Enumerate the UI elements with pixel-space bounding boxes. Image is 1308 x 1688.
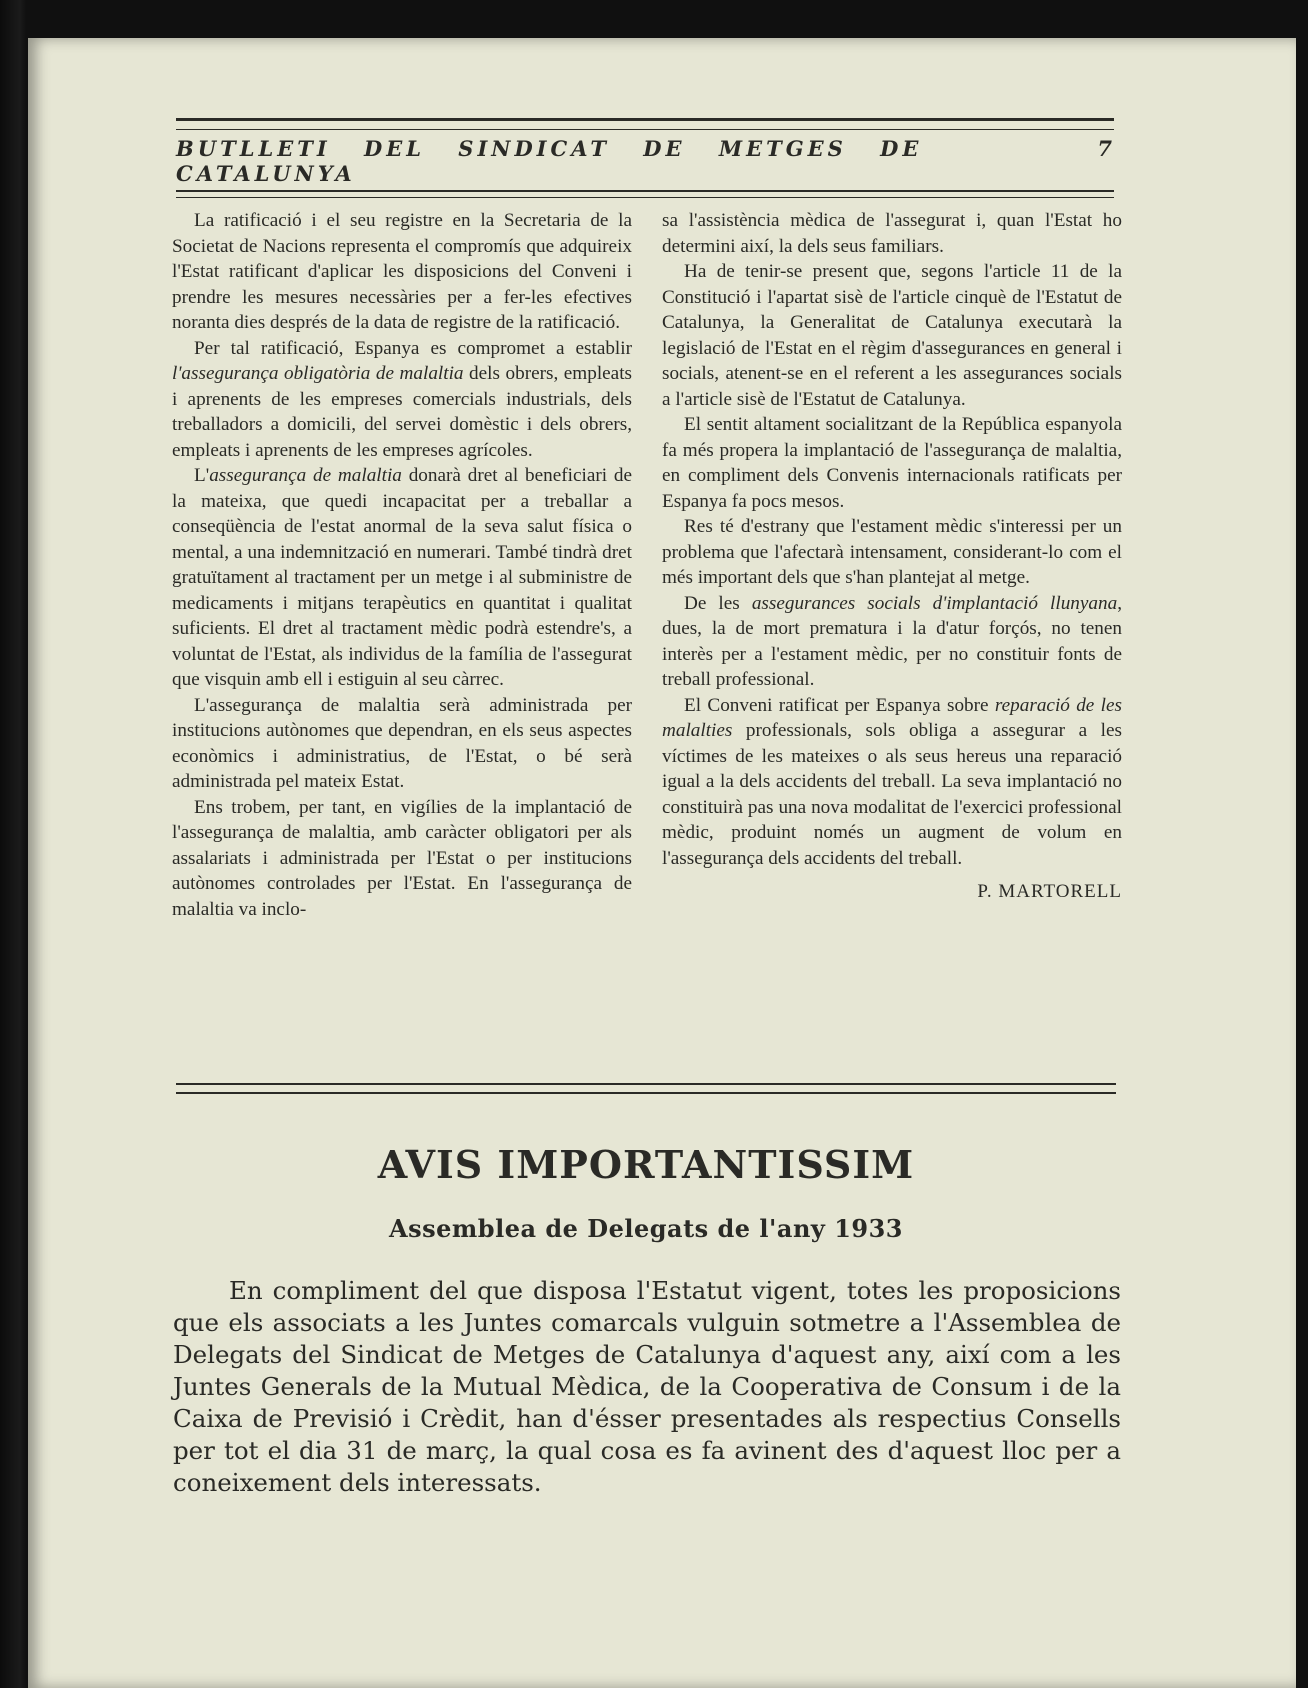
right-paragraph bbox=[662, 259, 1122, 412]
left-column bbox=[172, 208, 632, 922]
left-paragraph bbox=[172, 693, 632, 795]
notice-title: AVIS IMPORTANTISSIM bbox=[377, 1142, 915, 1187]
paragraph-text: Res té d'estrany que l'estament mèdic s'interessi per un problema que l'afectarà intensament, considerant-lo com el més important dels que s'han plantejat al metge. bbox=[662, 516, 1122, 588]
left-paragraph bbox=[172, 208, 632, 336]
author-signature: P. MARTORELL bbox=[977, 881, 1122, 902]
left-paragraph bbox=[172, 463, 632, 693]
right-paragraph bbox=[662, 412, 1122, 514]
paragraph-text: professionals, sols obliga a assegurar a les víctimes de les mateixes o als seus hereus una reparació igual a la dels accidents del treball. La seva implantació no constituirà pas una nova modalitat de l'exercici professional mèdic, produint només un augment de volum en l'assegurança dels accidents del treball. bbox=[662, 720, 1122, 869]
paragraph-text: Per tal ratificació, Espanya es compromet a establir bbox=[194, 337, 632, 359]
notice-body: En compliment del que disposa l'Estatut vigent, totes les proposicions que els associats a les Juntes comarcals vulguin sotmetre a l'Assemblea de Delegats del Sindicat de Metges de Catalunya d'aquest any, així com a les Juntes Generals de la Mutual Mèdica, de la Cooperativa de Consum i de la Caixa de Previsió i Crèdit, han d'ésser presentades als respectius Consells per tot el dia 31 de març, la qual cosa es fa avinent des d'aquest lloc per a coneixement dels interessats. bbox=[173, 1276, 1121, 1497]
paragraph-text: sa l'assistència mèdica de l'assegurat i, quan l'Estat ho determini així, la dels seus familiars. bbox=[662, 210, 1122, 257]
paragraph-text: L'assegurança de malaltia serà administrada per institucions autònomes que dependran, en els seus aspectes econòmics i administratius, de l'Estat, o bé serà administrada pel mateix Estat. bbox=[172, 694, 632, 792]
paragraph-text: L' bbox=[194, 465, 210, 486]
paragraph-text: , dues, la de mort prematura i la d'atur forçós, no tenen interès per a l'estament mèdic, per no constituir fonts de treball professional. bbox=[662, 592, 1122, 690]
right-paragraph bbox=[662, 514, 1122, 591]
left-paragraph bbox=[172, 795, 632, 923]
italic-term: l'assegurança obligatòria de malaltia bbox=[172, 363, 464, 384]
right-paragraph bbox=[662, 591, 1122, 693]
right-column-paragraphs bbox=[662, 208, 1122, 871]
paragraph-text: El Conveni ratificat per Espanya sobre bbox=[684, 694, 995, 716]
section-divider bbox=[176, 1083, 1116, 1094]
header-row bbox=[176, 130, 1114, 190]
right-paragraph bbox=[662, 693, 1122, 872]
running-head bbox=[176, 118, 1114, 198]
journal-title: BUTLLETI DEL SINDICAT DE METGES DE CATALUNYA bbox=[176, 136, 923, 186]
paragraph-text: De les bbox=[684, 592, 752, 614]
left-paragraph bbox=[172, 336, 632, 464]
article-columns bbox=[172, 208, 1122, 922]
header-bottom-rule bbox=[176, 190, 1114, 198]
right-paragraph bbox=[662, 208, 1122, 259]
right-column bbox=[662, 208, 1122, 922]
header-top-rule bbox=[176, 118, 1114, 130]
paragraph-text: Ha de tenir-se present que, segons l'article 11 de la Constitució i l'apartat sisè de l'article cinquè de l'Estatut de Catalunya, la Generalitat de Catalunya executarà la legislació de l'Estat en el règim d'assegurances en general i socials, atenent-se en el referent a les assegurances socials a l'article sisè de l'Estatut de Catalunya. bbox=[662, 261, 1122, 410]
italic-term: reparació de les malalties bbox=[662, 694, 1122, 741]
paragraph-text: dels obrers, empleats i aprenents de les empreses comercials industrials, dels treballadors a domicili, del servei domèstic i dels obrers, empleats i aprenents de les empreses agrícoles. bbox=[172, 363, 632, 461]
paragraph-text: La ratificació i el seu registre en la Secretaria de la Societat de Nacions representa el compromís que adquireix l'Estat ratificant d'aplicar les disposicions del Conveni i prendre les mesures necessàries per a fer-les efectives noranta dies després de la data de registre de la ratificació. bbox=[172, 210, 632, 333]
italic-term: assegurança de malaltia bbox=[209, 465, 402, 486]
page-number: 7 bbox=[1097, 136, 1114, 161]
italic-term: assegurances socials d'implantació llunyana bbox=[751, 592, 1118, 614]
paragraph-text: donarà dret al beneficiari de la mateixa, que quedi incapacitat per a treballar a conseqüència de l'estat anormal de la seva salut física o mental, a una indemnització en numerari. També tindrà dret gratuïtament al tractament per un metge i al subministre de medicaments i mitjans terapèutics en quantitat i qualitat suficients. El dret al tractament mèdic podrà estendre's, a voluntat de l'Estat, als individus de la família de l'assegurat que visquin amb ell i estiguin al seu càrrec. bbox=[172, 465, 632, 690]
paragraph-text: Ens trobem, per tant, en vigílies de la implantació de l'assegurança de malaltia, amb caràcter obligatori per als assalariats i administrada per l'Estat o per institucions autònomes controlades per l'Estat. En l'assegurança de malaltia va inclo- bbox=[172, 796, 632, 920]
paragraph-text: El sentit altament socialitzant de la República espanyola fa més propera la implantació de l'assegurança de malaltia, en compliment dels Convenis internacionals ratificats per Espanya fa pocs mesos. bbox=[662, 414, 1122, 512]
notice-subtitle: Assemblea de Delegats de l'any 1933 bbox=[388, 1214, 903, 1243]
